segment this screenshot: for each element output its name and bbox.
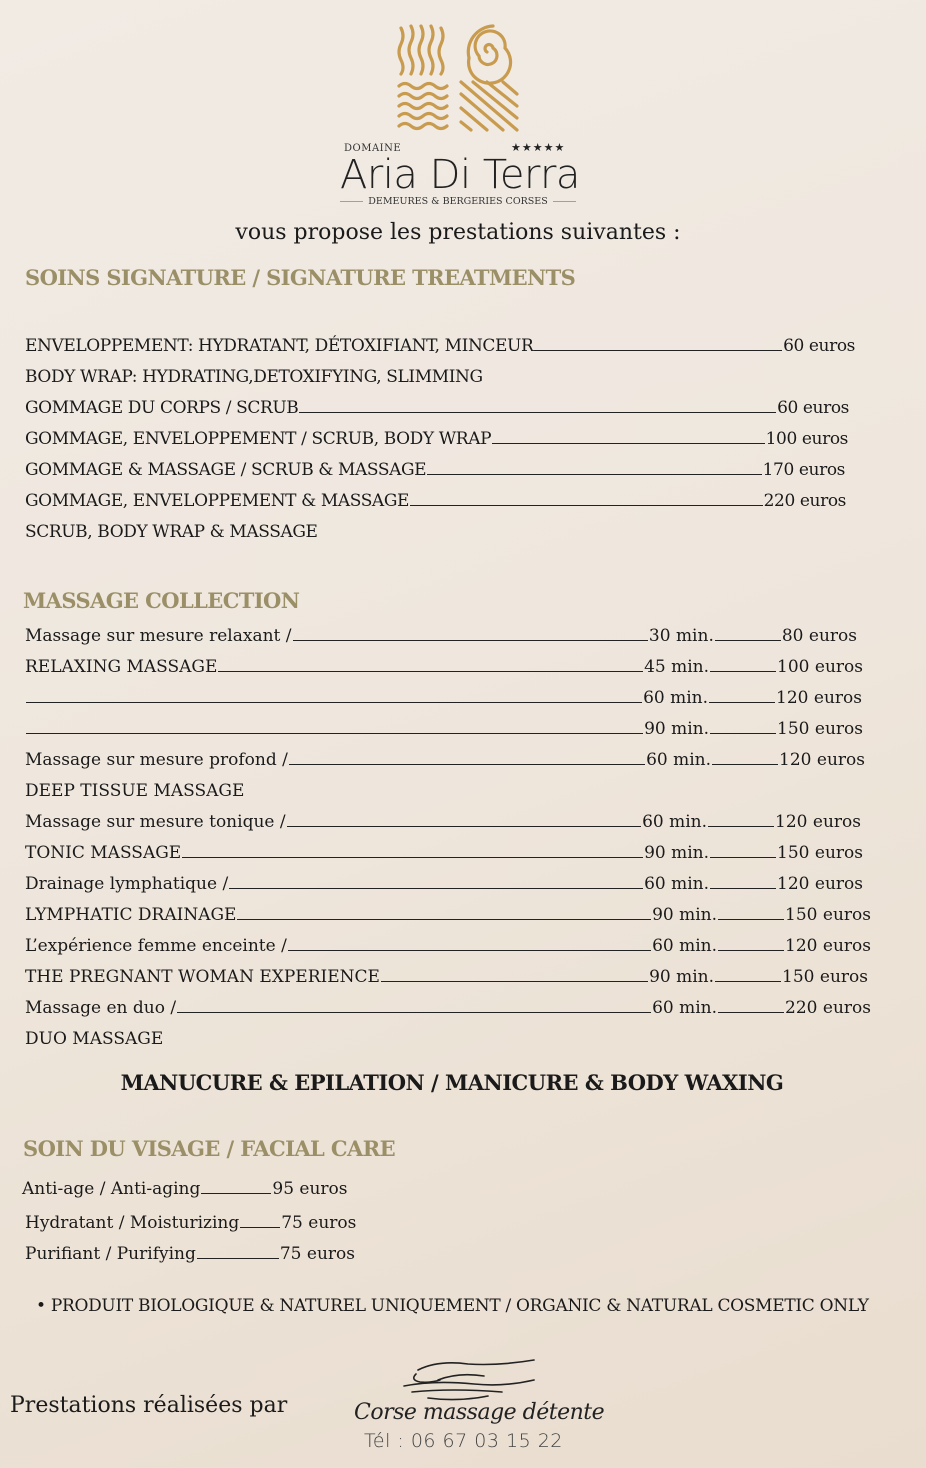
section-title-signature: SOINS SIGNATURE / SIGNATURE TREATMENTS (25, 265, 576, 290)
list-item (25, 626, 857, 648)
list-item (25, 367, 855, 389)
list-item (25, 719, 863, 741)
list-item (25, 522, 855, 544)
treatment-price: 170 euros (762, 460, 845, 480)
massage-duration: 45 min. (644, 657, 710, 677)
treatment-label: GOMMAGE & MASSAGE / SCRUB & MASSAGE (25, 460, 427, 480)
massage-label: Massage sur mesure relaxant / (25, 626, 292, 646)
massage-label: LYMPHATIC DRAINAGE (25, 905, 237, 925)
list-item (25, 874, 863, 896)
treatment-label: BODY WRAP: HYDRATING,DETOXIFYING, SLIMMING (25, 367, 483, 387)
massage-label: THE PREGNANT WOMAN EXPERIENCE (25, 967, 380, 987)
massage-price: 120 euros (779, 750, 865, 770)
massage-duration: 60 min. (652, 936, 718, 956)
treatment-label: GOMMAGE, ENVELOPPEMENT / SCRUB, BODY WRAP (25, 429, 492, 449)
list-item (25, 905, 871, 927)
list-item (22, 1244, 362, 1266)
treatment-label: ENVELOPPEMENT: HYDRATANT, DÉTOXIFIANT, MINCEUR (25, 336, 534, 356)
massage-duration: 60 min. (643, 688, 709, 708)
massage-label: Massage sur mesure profond / (25, 750, 288, 770)
massage-price: 120 euros (785, 936, 871, 956)
list-item (22, 1213, 362, 1235)
massage-price: 100 euros (777, 657, 863, 677)
list-item (25, 750, 865, 772)
brand-domaine: DOMAINE (344, 143, 402, 154)
domain-logo-icon (395, 22, 521, 136)
brand-name: Aria Di Terra (340, 152, 580, 198)
list-item (25, 398, 849, 420)
massage-duration: 90 min. (644, 843, 710, 863)
section-title-facial: SOIN DU VISAGE / FACIAL CARE (23, 1136, 395, 1161)
massage-price: 120 euros (775, 812, 861, 832)
massage-duration: 30 min. (648, 626, 714, 646)
massage-price: 220 euros (785, 998, 871, 1018)
list-item (25, 336, 855, 358)
list-item (25, 936, 871, 958)
list-item (25, 688, 862, 710)
list-item (25, 812, 861, 834)
list-item (25, 998, 871, 1020)
list-item (25, 1029, 875, 1051)
massage-duration: 60 min. (642, 812, 708, 832)
facial-label: Purifiant / Purifying (25, 1244, 196, 1264)
facial-price: 95 euros (272, 1179, 348, 1199)
intro-text: vous propose les prestations suivantes : (235, 220, 681, 245)
massage-duration: 60 min. (652, 998, 718, 1018)
treatment-price: 100 euros (765, 429, 848, 449)
performed-by-text: Prestations réalisées par (10, 1393, 288, 1418)
massage-price: 120 euros (776, 688, 862, 708)
massage-price: 150 euros (777, 719, 863, 739)
massage-duration: 90 min. (652, 905, 718, 925)
organic-note: • PRODUIT BIOLOGIQUE & NATUREL UNIQUEMENT / ORGANIC & NATURAL COSMETIC ONLY (36, 1296, 869, 1316)
massage-duration: 90 min. (649, 967, 715, 987)
massage-list (25, 626, 875, 1051)
treatment-price: 220 euros (763, 491, 846, 511)
massage-label: L’expérience femme enceinte / (25, 936, 287, 956)
massage-label: TONIC MASSAGE (25, 843, 182, 863)
massage-duration: 90 min. (644, 719, 710, 739)
facial-label: Hydratant / Moisturizing (25, 1213, 240, 1233)
massage-duration: 60 min. (644, 874, 710, 894)
massage-price: 150 euros (782, 967, 868, 987)
brand-subtitle-text: DEMEURES & BERGERIES CORSES (368, 196, 548, 207)
brand-subtitle (340, 196, 576, 207)
list-item (25, 460, 845, 482)
list-item (22, 1179, 362, 1201)
massage-price: 120 euros (777, 874, 863, 894)
facial-list (22, 1179, 362, 1266)
massage-price: 80 euros (781, 626, 857, 646)
list-item (25, 429, 848, 451)
treatment-label: SCRUB, BODY WRAP & MASSAGE (25, 522, 318, 542)
massage-label: DUO MASSAGE (25, 1029, 164, 1049)
massage-duration: 60 min. (646, 750, 712, 770)
list-item (25, 491, 846, 513)
massage-label: DEEP TISSUE MASSAGE (25, 781, 245, 801)
treatment-price: 60 euros (783, 336, 855, 356)
treatment-label: GOMMAGE, ENVELOPPEMENT & MASSAGE (25, 491, 410, 511)
list-item (25, 657, 863, 679)
list-item (25, 967, 868, 989)
facial-price: 75 euros (279, 1244, 355, 1264)
partner-name: Corse massage détente (354, 1400, 605, 1425)
partner-phone: Tél : 06 67 03 15 22 (364, 1430, 563, 1452)
massage-label: Drainage lymphatique / (25, 874, 229, 894)
signature-list (25, 336, 855, 544)
massage-label: RELAXING MASSAGE (25, 657, 218, 677)
massage-price: 150 euros (785, 905, 871, 925)
massage-label: Massage en duo / (25, 998, 177, 1018)
facial-price: 75 euros (281, 1213, 357, 1233)
massage-price: 150 euros (777, 843, 863, 863)
list-item (25, 843, 863, 865)
treatment-label: GOMMAGE DU CORPS / SCRUB (25, 398, 299, 418)
massage-label: Massage sur mesure tonique / (25, 812, 286, 832)
section-title-massage: MASSAGE COLLECTION (23, 588, 300, 613)
treatment-price: 60 euros (777, 398, 849, 418)
manicure-title: MANUCURE & EPILATION / MANICURE & BODY WAXING (120, 1070, 784, 1095)
facial-label: Anti-age / Anti-aging (22, 1179, 201, 1199)
list-item (25, 781, 875, 803)
rating-stars: ★★★★★ (511, 141, 566, 154)
